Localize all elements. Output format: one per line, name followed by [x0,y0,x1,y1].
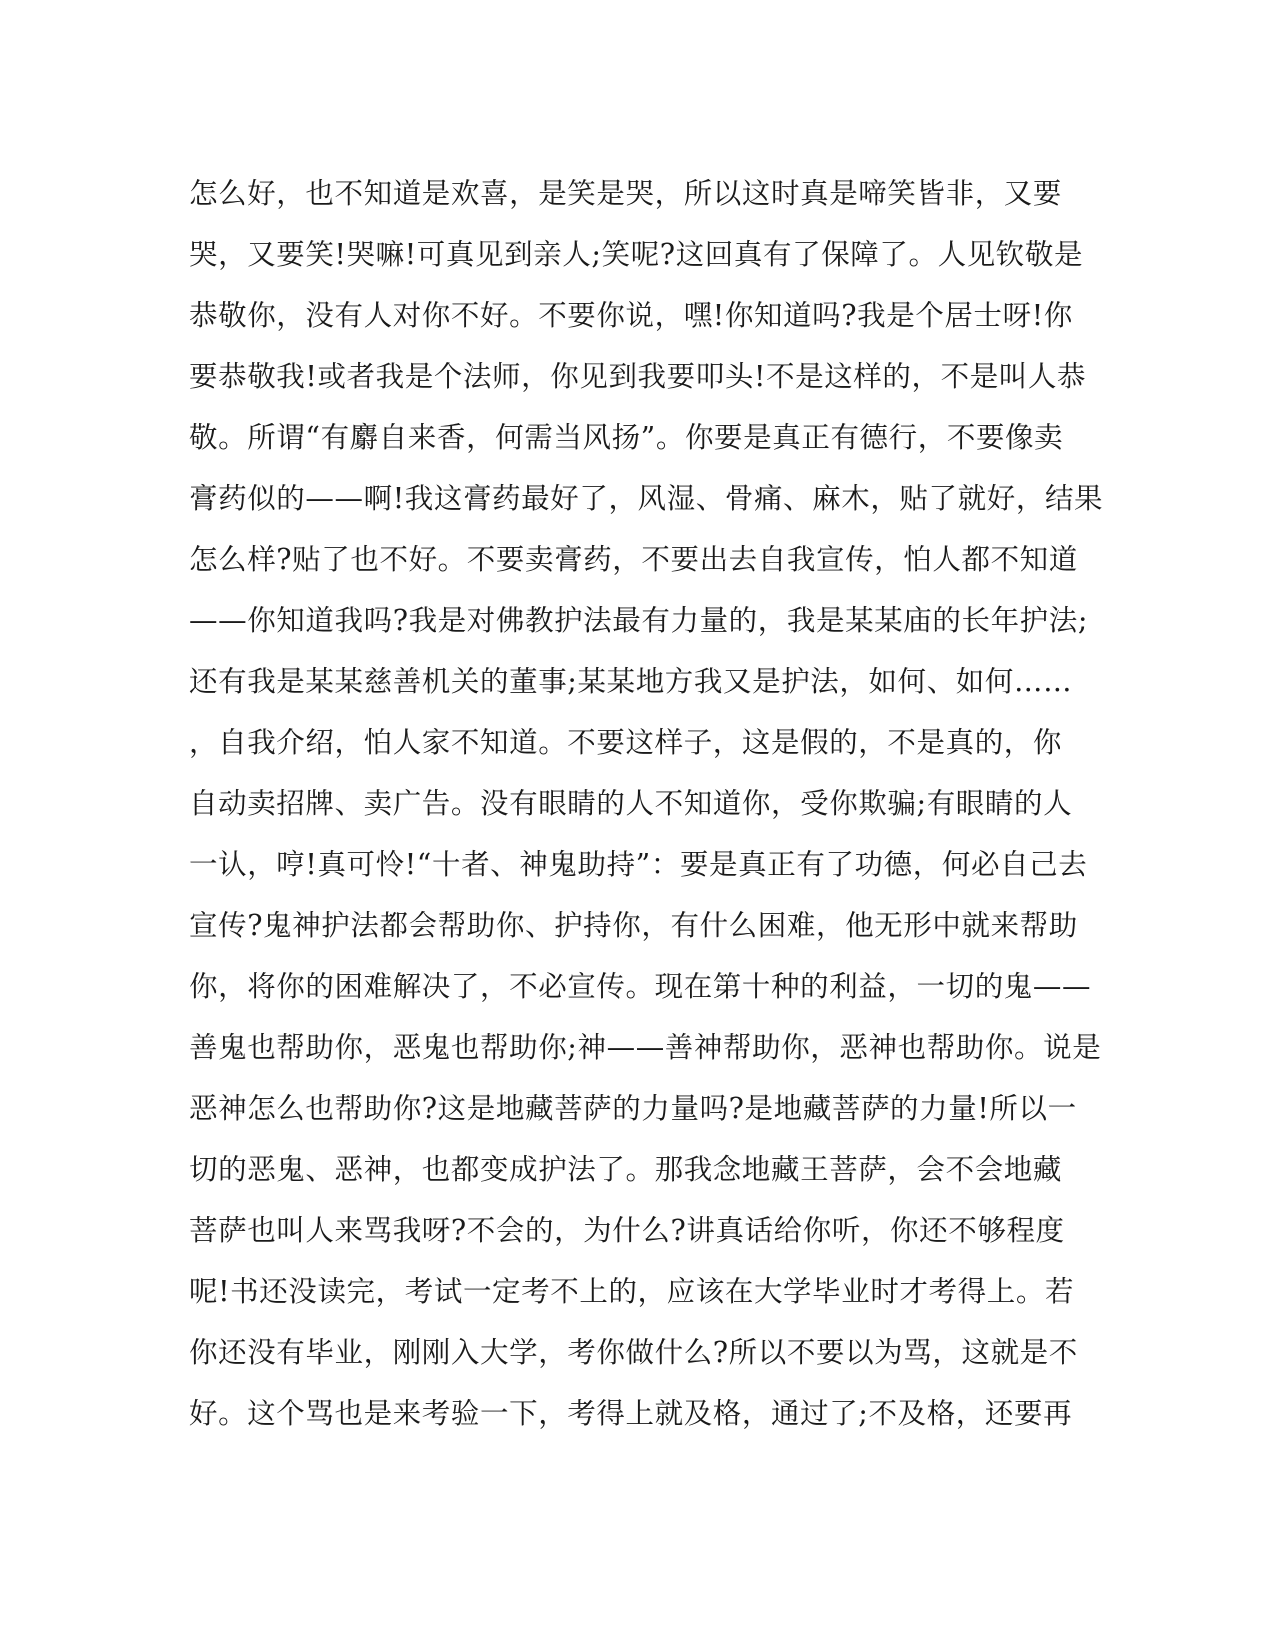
text-line: 善鬼也帮助你，恶鬼也帮助你;神——善神帮助你，恶神也帮助你。说是 [189,1031,1102,1064]
text-line: 一认，哼!真可怜!“十者、神鬼助持”：要是真正有了功德，何必自己去 [189,848,1088,881]
text-line: 怎么好，也不知道是欢喜，是笑是哭，所以这时真是啼笑皆非，又要 [189,177,1063,210]
text-line: 还有我是某某慈善机关的董事;某某地方我又是护法，如何、如何…… [189,665,1073,698]
text-line: 膏药似的——啊!我这膏药最好了，风湿、骨痛、麻木，贴了就好，结果 [189,482,1104,515]
text-line: 好。这个骂也是来考验一下，考得上就及格，通过了;不及格，还要再 [189,1397,1073,1430]
text-line: 你还没有毕业，刚刚入大学，考你做什么?所以不要以为骂，这就是不 [189,1336,1078,1369]
text-line: ——你知道我吗?我是对佛教护法最有力量的，我是某某庙的长年护法; [189,604,1089,637]
body-text [189,163,1104,1444]
text-line: 宣传?鬼神护法都会帮助你、护持你，有什么困难，他无形中就来帮助 [189,909,1078,942]
text-line: 恭敬你，没有人对你不好。不要你说，嘿!你知道吗?我是个居士呀!你 [189,299,1073,332]
text-line: 自动卖招牌、卖广告。没有眼睛的人不知道你，受你欺骗;有眼睛的人 [189,787,1073,820]
text-line: 切的恶鬼、恶神，也都变成护法了。那我念地藏王菩萨，会不会地藏 [189,1153,1063,1186]
text-line: 敬。所谓“有麝自来香，何需当风扬”。你要是真正有德行，不要像卖 [189,421,1064,454]
text-line: 恶神怎么也帮助你?这是地藏菩萨的力量吗?是地藏菩萨的力量!所以一 [189,1092,1077,1125]
text-line: 你，将你的困难解决了，不必宣传。现在第十种的利益，一切的鬼—— [189,970,1092,1003]
text-line: 菩萨也叫人来骂我呀?不会的，为什么?讲真话给你听，你还不够程度 [189,1214,1065,1247]
text-line: 哭，又要笑!哭嘛!可真见到亲人;笑呢?这回真有了保障了。人见钦敬是 [189,238,1084,271]
text-line: 怎么样?贴了也不好。不要卖膏药，不要出去自我宣传，怕人都不知道 [189,543,1078,576]
text-line: 呢!书还没读完，考试一定考不上的，应该在大学毕业时才考得上。若 [189,1275,1075,1308]
text-line: 要恭敬我!或者我是个法师，你见到我要叩头!不是这样的，不是叫人恭 [189,360,1087,393]
text-line: ，自我介绍，怕人家不知道。不要这样子，这是假的，不是真的，你 [189,726,1063,759]
